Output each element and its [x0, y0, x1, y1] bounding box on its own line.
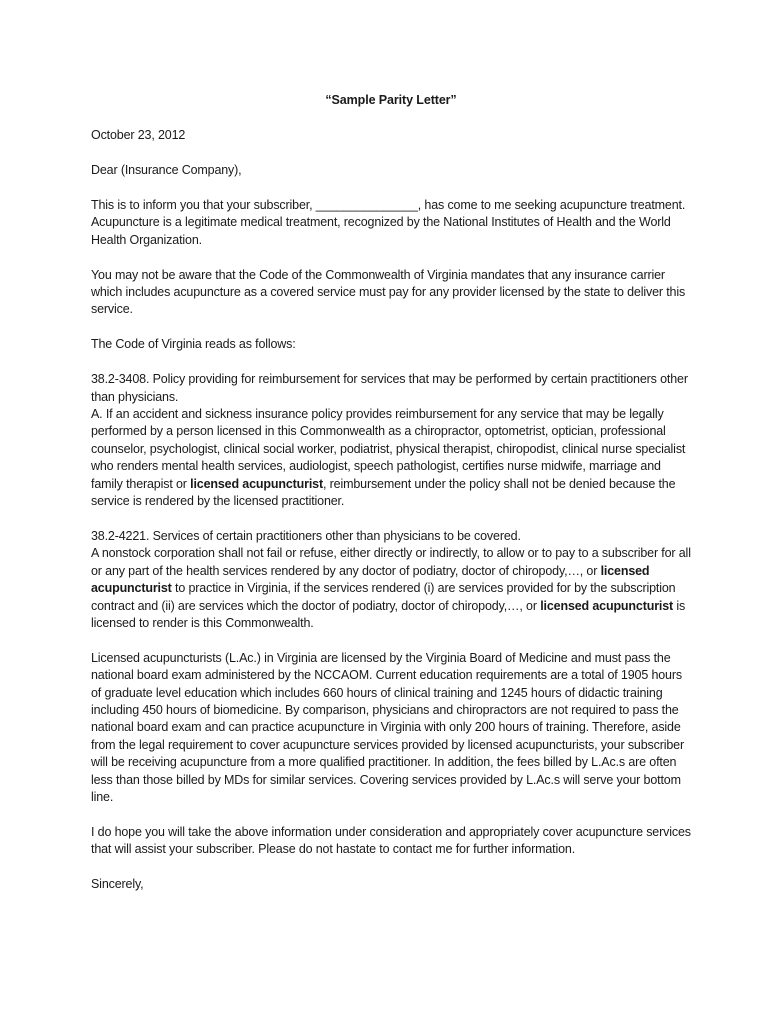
paragraph-request: I do hope you will take the above information under consideration and appropriately cover acupuncture services that will assist your subscriber. Please do not hastate to contact me for further information. — [91, 825, 691, 857]
letter-title: “Sample Parity Letter” — [325, 93, 457, 107]
bold-licensed-acupuncturist: licensed acupuncturist — [540, 598, 674, 613]
statute-text: is licensed to render is this Commonwealth. — [91, 598, 686, 630]
statute-text: A. If an accident and sickness insurance policy provides reimbursement for any service that may be legally performed by a person licensed in this Commonwealth as a chiropractor, optometrist, optician, professional counselor, psychologist, clinical social worker, podiatrist, physical therapist, chiropodist, clinical nurse specialist who renders mental health services, audiologist, speech pathologist, certifies nurse midwife, marriage and family therapist or — [91, 406, 686, 491]
statute-38-2-4221 — [91, 528, 691, 632]
bold-licensed-acupuncturist: licensed acupuncturist — [91, 563, 650, 596]
paragraph-code-intro: The Code of Virginia reads as follows: — [91, 337, 296, 352]
closing: Sincerely, — [91, 877, 144, 892]
statute-text: to practice in Virginia, if the services rendered (i) are services provided for by the subscription contract and (ii) are services which the doctor of podiatry, doctor of chiropody,…, or — [91, 581, 676, 613]
statute-heading: 38.2-4221. Services of certain practitioners other than physicians to be covered. — [91, 528, 521, 543]
paragraph-licensing: Licensed acupuncturists (L.Ac.) in Virginia are licensed by the Virginia Board of Medicine and must pass the national board exam administered by the NCCAOM. Current education requirements are a total of 1905 hours of graduate level education which includes 660 hours of clinical training and 1245 hours of didactic training including 450 hours of biomedicine. By comparison, physicians and chiropractors are not required to pass the national board exam and can practice acupuncture in Virginia with only 200 hours of training. Therefore, aside from the legal requirement to cover acupuncture services provided by licensed acupuncturists, your subscriber will be receiving acupuncture from a more qualified practitioner. In addition, the fees billed by L.Ac.s are often less than those billed by MDs for similar services. Covering services provided by L.Ac.s will serve your bottom line. — [91, 650, 684, 805]
bold-licensed-acupuncturist: licensed acupuncturist — [190, 476, 323, 491]
statute-text: A nonstock corporation shall not fail or refuse, either directly or indirectly, to allow or to pay to a subscriber for all or any part of the health services rendered by any doctor of podiatry, doctor of chiropody,…, or — [91, 546, 691, 578]
statute-text: , reimbursement under the policy shall not be denied because the service is rendered by the licensed practitioner. — [91, 476, 676, 508]
salutation: Dear (Insurance Company), — [91, 162, 242, 177]
letter-body — [91, 92, 691, 911]
letter-date: October 23, 2012 — [91, 128, 186, 142]
statute-heading: 38.2-3408. Policy providing for reimbursement for services that may be performed by certain practitioners other than physicians. — [91, 372, 688, 404]
paragraph-code-mandate: You may not be aware that the Code of the Commonwealth of Virginia mandates that any insurance carrier which includes acupuncture as a covered service must pay for any provider licensed by the state to deliver this service. — [91, 267, 686, 317]
statute-38-2-3408 — [91, 371, 691, 510]
paragraph-intro: This is to inform you that your subscriber, _______________, has come to me seeking acupuncture treatment. Acupuncture is a legitimate medical treatment, recognized by the National Institutes of Health and the World Health Organization. — [91, 197, 686, 247]
